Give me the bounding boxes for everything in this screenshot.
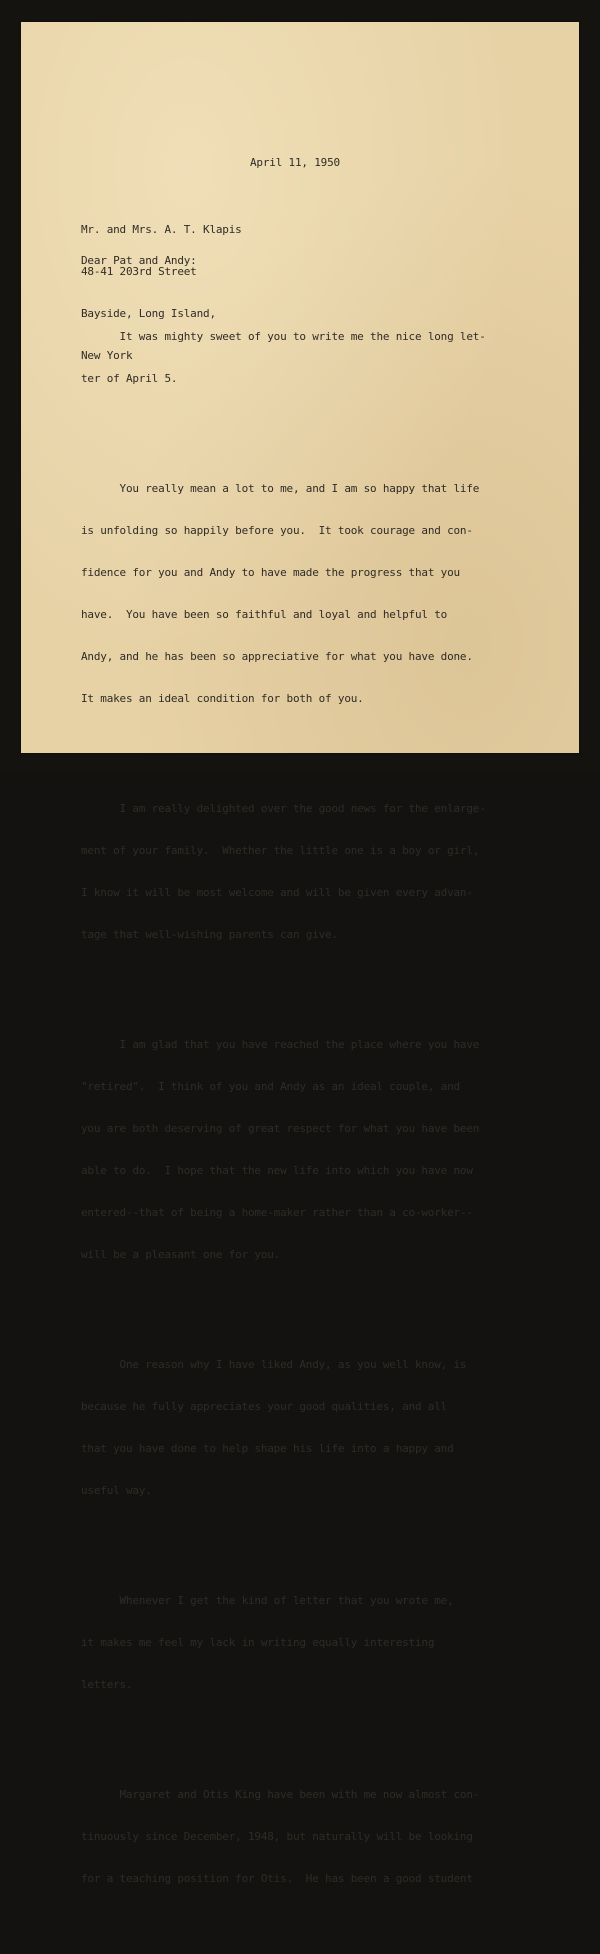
body-line: I know it will be most welcome and will be given every advan- <box>81 886 473 899</box>
letter-body <box>81 274 486 1954</box>
paragraph <box>81 1760 486 1914</box>
body-line: it makes me feel my lack in writing equally interesting <box>81 1636 435 1649</box>
address-line: 48-41 203rd Street <box>81 265 197 278</box>
body-line: for a teaching position for Otis. He has been a good student <box>81 1872 473 1885</box>
body-line: Margaret and Otis King have been with me now almost con- <box>81 1788 480 1801</box>
body-line: Andy, and he has been so appreciative for what you have done. <box>81 650 473 663</box>
body-line: Whenever I get the kind of letter that you wrote me, <box>81 1594 454 1607</box>
address-line: Mr. and Mrs. A. T. Klapis <box>81 223 242 236</box>
paragraph <box>81 1010 486 1290</box>
letter-date: April 11, 1950 <box>250 156 340 169</box>
body-line: have. You have been so faithful and loyal and helpful to <box>81 608 448 621</box>
body-line: is unfolding so happily before you. It took courage and con- <box>81 524 473 537</box>
body-line: I am really delighted over the good news for the enlarge- <box>81 802 486 815</box>
body-line: that you have done to help shape his life into a happy and <box>81 1442 454 1455</box>
paragraph <box>81 1330 486 1526</box>
body-line: fidence for you and Andy to have made the progress that you <box>81 566 460 579</box>
salutation: Dear Pat and Andy: <box>81 254 197 267</box>
address-line: Bayside, Long Island, <box>81 307 216 320</box>
paragraph <box>81 454 486 734</box>
paragraph <box>81 774 486 970</box>
body-line: I am glad that you have reached the place where you have <box>81 1038 480 1051</box>
body-line: because he fully appreciates your good qualities, and all <box>81 1400 448 1413</box>
paragraph <box>81 302 486 414</box>
body-line: "retired". I think of you and Andy as an ideal couple, and <box>81 1080 460 1093</box>
body-line: you are both deserving of great respect for what you have been <box>81 1122 480 1135</box>
body-line: useful way. <box>81 1484 152 1497</box>
body-line: tinuously since December, 1948, but naturally will be looking <box>81 1830 473 1843</box>
body-line: You really mean a lot to me, and I am so happy that life <box>81 482 480 495</box>
letter-page <box>21 22 579 1885</box>
body-line: One reason why I have liked Andy, as you well know, is <box>81 1358 467 1371</box>
body-line: will be a pleasant one for you. <box>81 1248 281 1261</box>
body-line: entered--that of being a home-maker rather than a co-worker-- <box>81 1206 473 1219</box>
body-line: It was mighty sweet of you to write me the nice long let- <box>81 330 486 343</box>
body-line: It makes an ideal condition for both of you. <box>81 692 364 705</box>
body-line: able to do. I hope that the new life into which you have now <box>81 1164 473 1177</box>
body-line: ter of April 5. <box>81 372 178 385</box>
paragraph <box>81 1566 486 1720</box>
body-line: ment of your family. Whether the little one is a boy or girl, <box>81 844 480 857</box>
body-line: tage that well-wishing parents can give. <box>81 928 338 941</box>
address-line: New York <box>81 349 133 362</box>
body-line: letters. <box>81 1678 133 1691</box>
